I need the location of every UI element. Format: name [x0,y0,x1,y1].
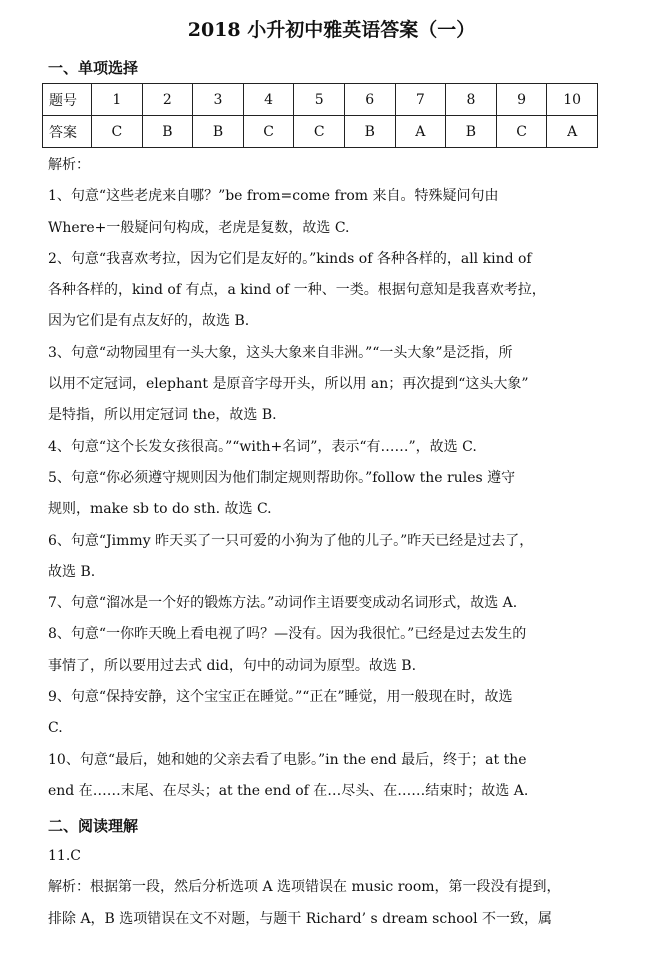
explanation-line: 3、句意“动物园里有一头大象，这头大象来自非洲。”“一头大象”是泛指，所 [48,344,513,361]
question-number-cell: 9 [496,84,547,116]
answer-cell: C [243,116,294,148]
answer-row [43,116,598,148]
question-number-row [43,84,598,116]
reading-line: 排除 A，B 选项错误在文不对题，与题干 Richard’ s dream school 不一致，属 [48,910,552,927]
question-number-cell: 10 [547,84,598,116]
reading-line: 11.C [48,848,81,864]
explanation-line: 6、句意“Jimmy 昨天买了一只可爱的小狗为了他的儿子。”昨天已经是过去了， [48,532,534,549]
question-number-cell: 4 [243,84,294,116]
explanation-line: 10、句意“最后，她和她的父亲去看了电影。”in the end 最后，终于；at the [48,751,527,768]
question-number-cell: 7 [395,84,446,116]
question-number-cell: 6 [344,84,395,116]
explanation-line: 是特指，所以用定冠词 the，故选 B. [48,407,277,424]
answer-cell: B [193,116,244,148]
section-heading-reading: 二、阅读理解 [48,817,139,835]
explanation-line: Where+一般疑问句构成，老虎是复数，故选 C. [48,219,350,236]
answer-cell: B [446,116,497,148]
explanation-line: 8、句意“一你昨天晚上看电视了吗？—没有。因为我很忙。”已经是过去发生的 [48,626,527,643]
explanation-line: 2、句意“我喜欢考拉，因为它们是友好的。”kinds of 各种各样的，all kind of [48,250,532,267]
answer-cell: C [294,116,345,148]
question-number-cell: 8 [446,84,497,116]
explanation-line: 1、句意“这些老虎来自哪？”be from=come from 来自。特殊疑问句由 [48,188,499,205]
answer-cell: A [547,116,598,148]
reading-explanation-block [48,841,610,935]
answer-cell: A [395,116,446,148]
answer-cell: C [92,116,143,148]
explanation-line: 事情了，所以要用过去式 did，句中的动词为原型。故选 B. [48,657,417,674]
explanation-line: end 在……末尾、在尽头；at the end of 在…尽头、在……结束时；故选 A. [48,782,529,799]
question-number-cell: 1 [92,84,143,116]
explanation-line: 规则，make sb to do sth. 故选 C. [48,501,272,518]
explanation-line: 因为它们是有点友好的，故选 B. [48,313,250,330]
answer-cell: B [142,116,193,148]
document-title: 2018 小升初中雅英语答案（一） [187,19,476,41]
explanation-block [48,150,610,807]
answer-cell: C [496,116,547,148]
explanation-line: 5、句意“你必须遵守规则因为他们制定规则帮助你。”follow the rules 遵守 [48,469,516,486]
explanation-line: 4、句意“这个长发女孩很高。”“with+名词”，表示“有……”，故选 C. [48,438,477,455]
explanation-line: 9、句意“保持安静，这个宝宝正在睡觉。”“正在”睡觉，用一般现在时，故选 [48,689,513,706]
reading-line: 解析：根据第一段，然后分析选项 A 选项错误在 music room，第一段没有提到， [48,879,561,896]
explanation-line: 各种各样的，kind of 有点，a kind of 一种、一类。根据句意知是我喜欢考拉， [48,282,546,299]
section-heading-single-choice: 一、单项选择 [48,59,139,77]
explanation-line: 解析： [48,157,90,173]
answer-label: 答案 [43,116,92,148]
question-number-cell: 5 [294,84,345,116]
answer-cell: B [344,116,395,148]
question-number-label: 题号 [43,84,92,116]
explanation-line: C. [48,720,63,737]
answer-table [42,83,598,148]
explanation-line: 故选 B. [48,563,96,580]
question-number-cell: 2 [142,84,193,116]
explanation-line: 7、句意“溜冰是一个好的锻炼方法。”动词作主语要变成动名词形式，故选 A. [48,595,518,612]
explanation-line: 以用不定冠词，elephant 是原音字母开头，所以用 an；再次提到“这头大象” [48,376,529,393]
question-number-cell: 3 [193,84,244,116]
